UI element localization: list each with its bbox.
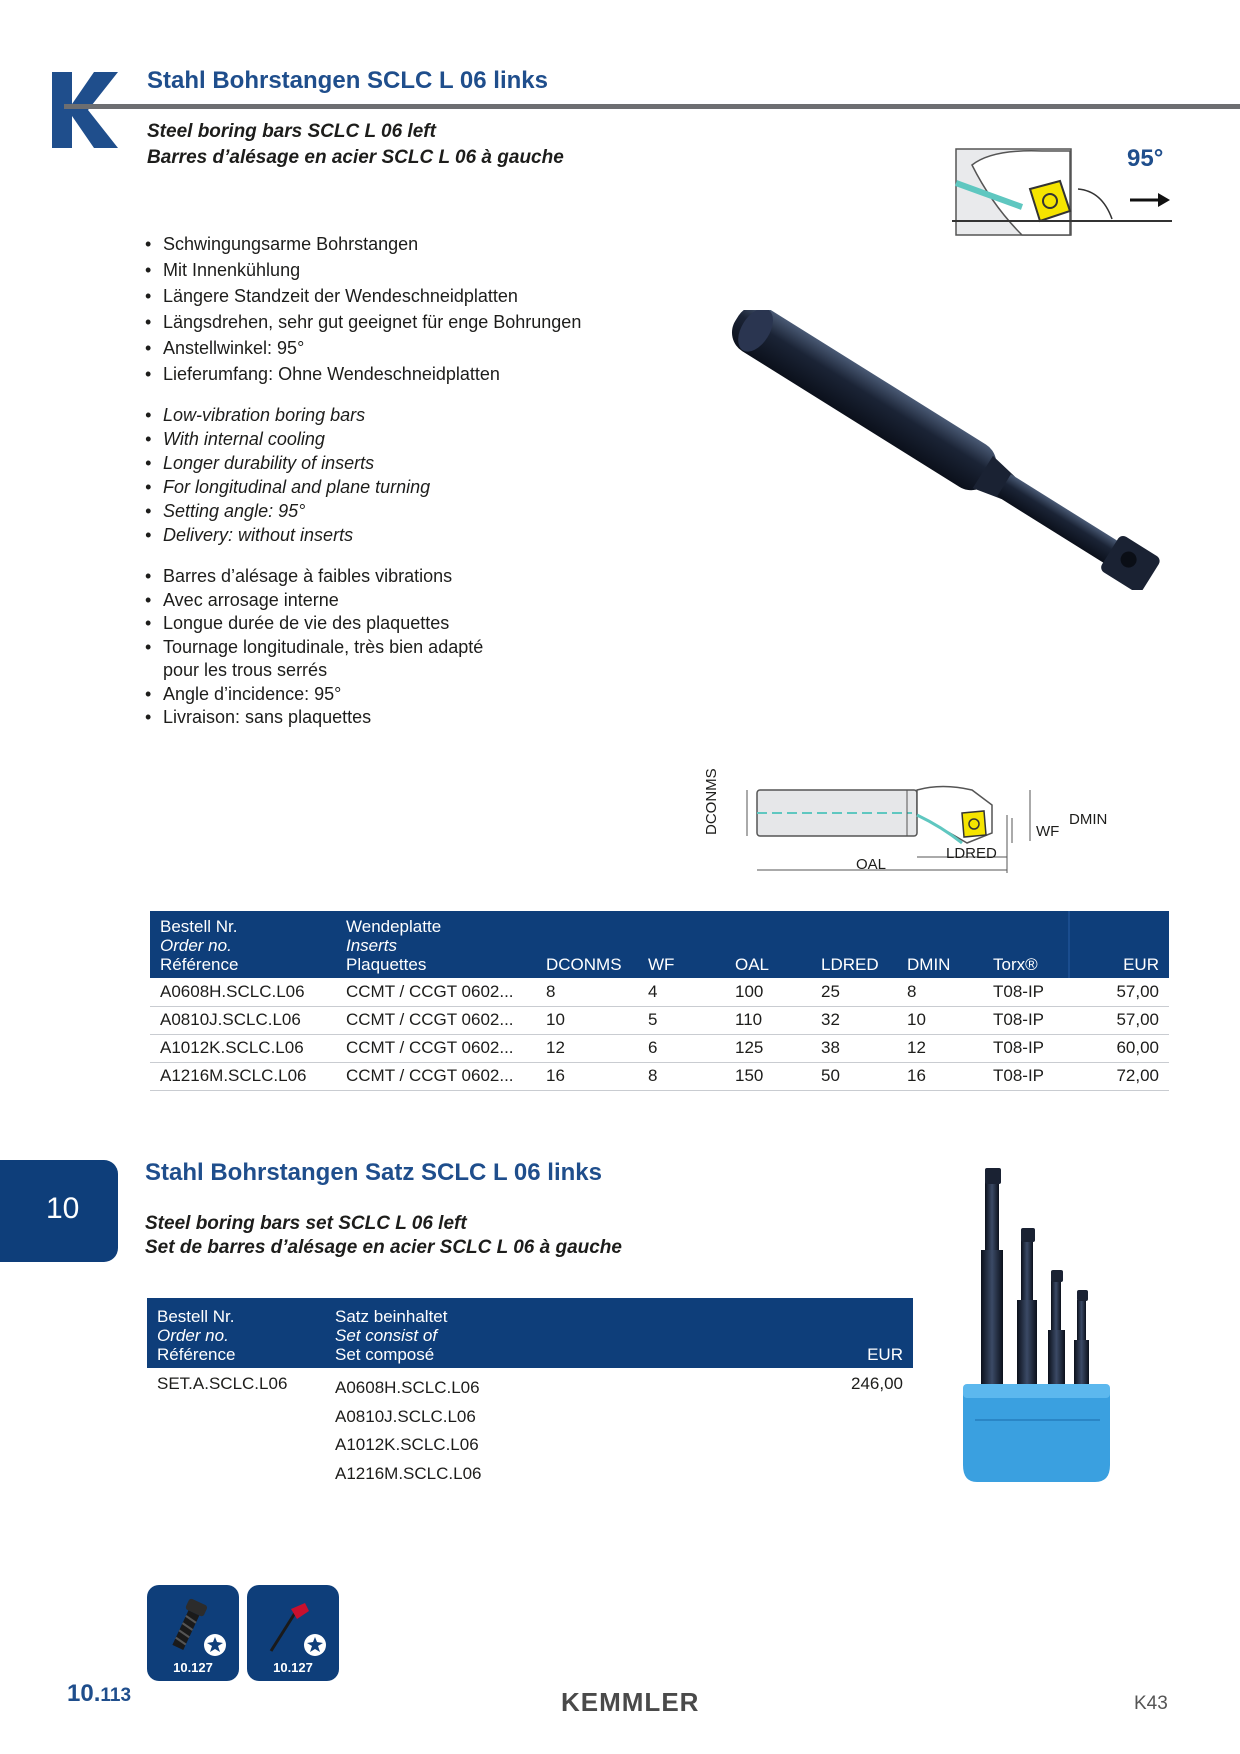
chapter-tab-label: 10: [46, 1192, 80, 1225]
page-number: [67, 1680, 131, 1708]
feature-item: • Longue durée de vie des plaquettes: [145, 612, 483, 636]
cell-torx: T08-IP: [983, 1006, 1069, 1034]
product-table: [150, 911, 1169, 1091]
set-item: A0810J.SCLC.L06: [335, 1406, 476, 1426]
cell-insert: CCMT / CCGT 0602...: [336, 1062, 536, 1090]
cell-torx: T08-IP: [983, 1062, 1069, 1090]
cell-eur: 246,00: [851, 1374, 903, 1393]
features-en: [145, 403, 430, 547]
cell-ldred: 50: [811, 1062, 897, 1090]
cell-dconms: 12: [536, 1034, 638, 1062]
feature-item-continued: pour les trous serrés: [163, 660, 328, 680]
section2-subtitle-fr: Set de barres d’alésage en acier SCLC L 06 à gauche: [145, 1237, 622, 1258]
dim-label-ldred: LDRED: [946, 845, 997, 862]
dim-label-dmin: DMIN: [1069, 811, 1108, 828]
torx-screw-icon: [157, 1593, 229, 1657]
cell-dconms: 16: [536, 1062, 638, 1090]
page-code: K43: [1134, 1693, 1168, 1714]
accessory-ref: 10.127: [173, 1660, 213, 1675]
dimension-drawing: [712, 775, 1072, 885]
cell-eur: 57,00: [1069, 978, 1169, 1006]
section1-subtitle-en: Steel boring bars SCLC L 06 left: [147, 121, 436, 142]
feature-item: • Längere Standzeit der Wendeschneidplatten: [145, 283, 581, 309]
col-oal: OAL: [725, 911, 811, 978]
cell-dmin: 16: [897, 1062, 983, 1090]
page-major: 10.: [67, 1680, 101, 1707]
feature-item: • For longitudinal and plane turning: [145, 475, 430, 499]
boring-bar-set-image: [955, 1160, 1125, 1500]
features-de: [145, 231, 581, 387]
table-row: [150, 1062, 1169, 1090]
feature-item: • Schwingungsarme Bohrstangen: [145, 231, 581, 257]
table-row: [150, 1006, 1169, 1034]
col-set: Satz beinhaltet Set consist of Set composé: [325, 1298, 725, 1368]
section2-title: Stahl Bohrstangen Satz SCLC L 06 links: [145, 1159, 602, 1186]
dim-label-wf: WF: [1036, 823, 1060, 840]
dim-label-dconms: DCONMS: [703, 768, 720, 835]
section1-subtitle-fr: Barres d’alésage en acier SCLC L 06 à gauche: [147, 147, 564, 168]
page-minor: 113: [100, 1685, 132, 1706]
cell-dconms: 10: [536, 1006, 638, 1034]
cell-dconms: 8: [536, 978, 638, 1006]
kemmler-k-logo: [50, 70, 120, 150]
cell-oal: 150: [725, 1062, 811, 1090]
feature-item: • Mit Innenkühlung: [145, 257, 581, 283]
cell-dmin: 12: [897, 1034, 983, 1062]
cell-eur: 57,00: [1069, 1006, 1169, 1034]
cell-insert: CCMT / CCGT 0602...: [336, 1034, 536, 1062]
feature-item: • Angle d’incidence: 95°: [145, 683, 483, 707]
cell-order: SET.A.SCLC.L06: [157, 1374, 288, 1393]
cell-wf: 8: [638, 1062, 725, 1090]
dim-label-oal: OAL: [856, 856, 887, 873]
accessory-ref: 10.127: [273, 1660, 313, 1675]
cell-order: A0810J.SCLC.L06: [150, 1006, 336, 1034]
feature-item: • With internal cooling: [145, 427, 430, 451]
brand-wordmark: KEMMLER: [561, 1687, 700, 1717]
cell-wf: 5: [638, 1006, 725, 1034]
cell-torx: T08-IP: [983, 1034, 1069, 1062]
col-wf: WF: [638, 911, 725, 978]
col-order: Bestell Nr. Order no. Référence: [147, 1298, 325, 1368]
feature-item: • Longer durability of inserts: [145, 451, 430, 475]
col-dconms: DCONMS: [536, 911, 638, 978]
set-item: A1216M.SCLC.L06: [335, 1463, 482, 1483]
feature-item: • Livraison: sans plaquettes: [145, 706, 483, 730]
table-row: [147, 1368, 913, 1488]
cell-dmin: 8: [897, 978, 983, 1006]
feature-item: • Low-vibration boring bars: [145, 403, 430, 427]
cell-eur: 72,00: [1069, 1062, 1169, 1090]
section2-subtitle-en: Steel boring bars set SCLC L 06 left: [145, 1213, 467, 1234]
feature-item: • Lieferumfang: Ohne Wendeschneidplatten: [145, 361, 581, 387]
col-ldred: LDRED: [811, 911, 897, 978]
col-eur: EUR: [1069, 911, 1169, 978]
section1-title: Stahl Bohrstangen SCLC L 06 links: [147, 67, 548, 94]
table-row: [150, 1034, 1169, 1062]
feature-item: • Delivery: without inserts: [145, 523, 430, 547]
cell-eur: 60,00: [1069, 1034, 1169, 1062]
cell-insert: CCMT / CCGT 0602...: [336, 978, 536, 1006]
col-eur: EUR: [725, 1298, 913, 1368]
accessory-badge-screw[interactable]: [147, 1585, 239, 1681]
table-row: [150, 978, 1169, 1006]
cell-dmin: 10: [897, 1006, 983, 1034]
features-fr: [145, 565, 483, 730]
cell-order: A1216M.SCLC.L06: [150, 1062, 336, 1090]
angle-label: 95°: [1127, 145, 1164, 172]
feature-item: • Anstellwinkel: 95°: [145, 335, 581, 361]
feature-item: • Barres d’alésage à faibles vibrations: [145, 565, 483, 589]
cell-set-items: [325, 1368, 725, 1488]
feature-item: • Längsdrehen, sehr gut geeignet für enge Bohrungen: [145, 309, 581, 335]
header-rule: [64, 104, 1240, 109]
col-dmin: DMIN: [897, 911, 983, 978]
set-table: [147, 1298, 913, 1488]
accessory-badge-key[interactable]: [247, 1585, 339, 1681]
cell-ldred: 25: [811, 978, 897, 1006]
cell-oal: 110: [725, 1006, 811, 1034]
cell-oal: 125: [725, 1034, 811, 1062]
set-item: A0608H.SCLC.L06: [335, 1378, 480, 1397]
cell-order: A0608H.SCLC.L06: [150, 978, 336, 1006]
col-torx: Torx®: [983, 911, 1069, 978]
cell-insert: CCMT / CCGT 0602...: [336, 1006, 536, 1034]
cell-ldred: 32: [811, 1006, 897, 1034]
feature-item: • Tournage longitudinale, très bien adapté: [145, 636, 483, 660]
cell-ldred: 38: [811, 1034, 897, 1062]
cell-order: A1012K.SCLC.L06: [150, 1034, 336, 1062]
cell-torx: T08-IP: [983, 978, 1069, 1006]
col-order: Bestell Nr. Order no. Référence: [150, 911, 336, 978]
cell-wf: 6: [638, 1034, 725, 1062]
feature-item: • Setting angle: 95°: [145, 499, 430, 523]
cell-oal: 100: [725, 978, 811, 1006]
feature-item: • Avec arrosage interne: [145, 589, 483, 613]
col-insert: Wendeplatte Inserts Plaquettes: [336, 911, 536, 978]
cell-wf: 4: [638, 978, 725, 1006]
torx-key-icon: [257, 1593, 329, 1657]
set-item: A1012K.SCLC.L06: [335, 1435, 479, 1454]
boring-bar-image: [725, 310, 1175, 590]
